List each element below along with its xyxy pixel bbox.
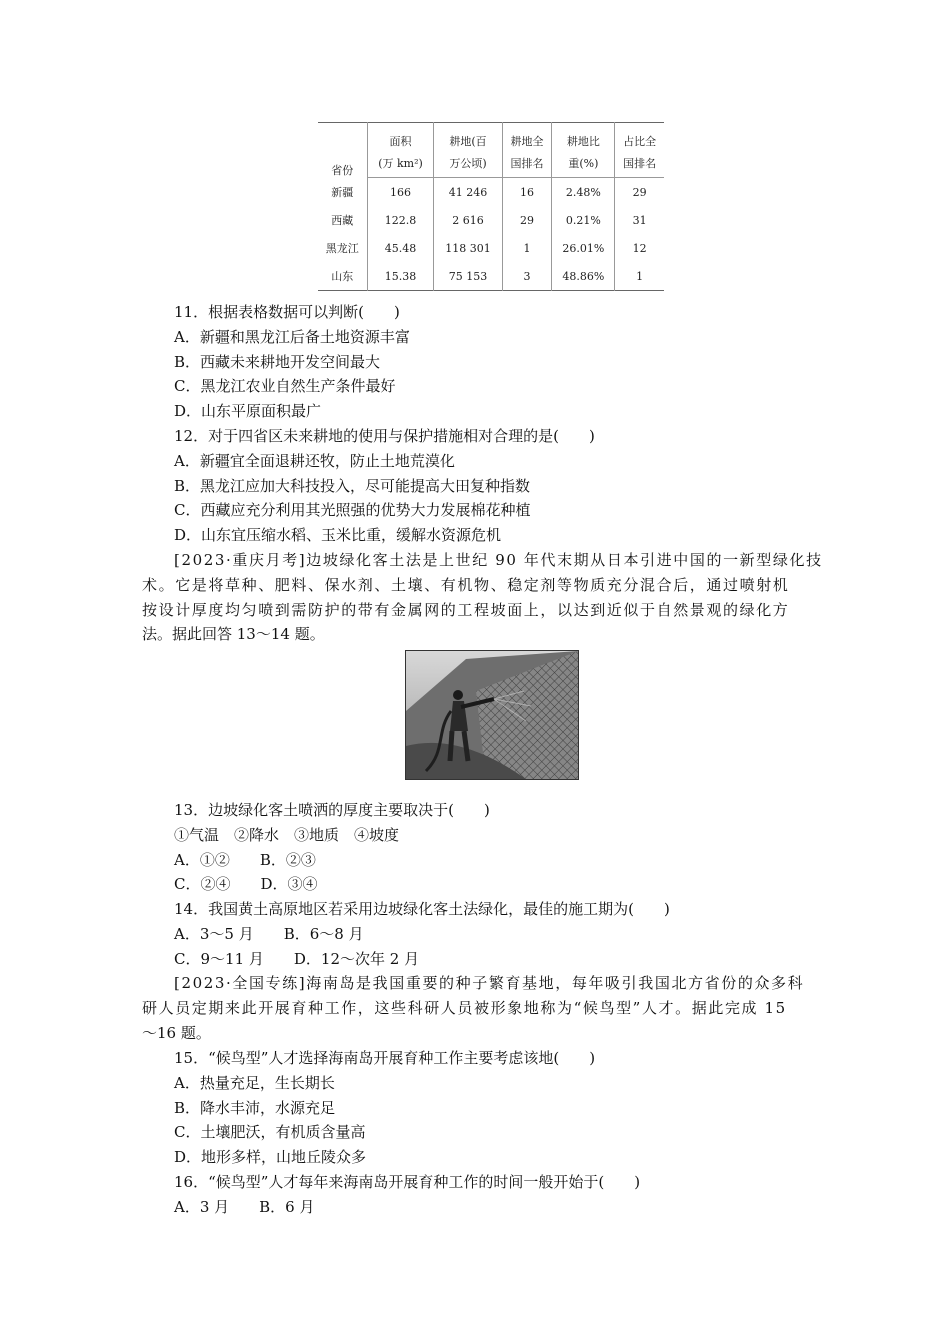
option: D．地形多样，山地丘陵众多: [174, 1148, 367, 1167]
cell: 122.8: [367, 206, 434, 234]
passage-13-14: [142, 548, 823, 647]
cell: 15.38: [367, 262, 434, 291]
table-row: [318, 234, 664, 262]
cell: 2.48%: [552, 178, 615, 207]
passage-line: 研人员定期来此开展育种工作，这些科研人员被形象地称为“候鸟型”人才。据此完成 15: [142, 998, 787, 1017]
option: A．热量充足，生长期长: [174, 1073, 335, 1092]
option-list: ①气温 ②降水 ③地质 ④坡度: [174, 825, 400, 844]
header-ratio-1: 耕地比: [552, 123, 615, 150]
header-ratio-2: 重(%): [552, 149, 615, 178]
header-farmland-rank-2: 国排名: [502, 149, 552, 178]
table-row: [318, 262, 664, 291]
worker-spraying-slope-illustration: [406, 651, 578, 779]
header-ratio-rank-1: 占比全: [615, 123, 664, 150]
question-15-stem: 15．“候鸟型”人才选择海南岛开展育种工作主要考虑该地( ): [174, 1049, 596, 1067]
cell: 48.86%: [552, 262, 615, 291]
option: A．3～5 月 B．6～8 月: [174, 924, 364, 943]
option: A．新疆宜全面退耕还牧，防止土地荒漠化: [174, 451, 455, 470]
cell: 29: [502, 206, 552, 234]
header-farmland-2: 万公顷): [434, 149, 502, 178]
option: B．降水丰沛，水源充足: [174, 1098, 336, 1117]
header-ratio-rank-2: 国排名: [615, 149, 664, 178]
cell: 黑龙江: [325, 242, 359, 255]
cell: 45.48: [367, 234, 434, 262]
option: D．山东平原面积最广: [174, 402, 322, 421]
option: C．西藏应充分利用其光照强的优势大力发展棉花种植: [174, 501, 531, 520]
cell: 1: [502, 234, 552, 262]
header-farmland-1: 耕地(百: [434, 123, 502, 150]
passage-line: [2023·重庆月考]边坡绿化客土法是上世纪 90 年代末期从日本引进中国的一新型绿化技: [174, 551, 823, 569]
table-row: [318, 178, 664, 207]
option: A．①② B．②③: [174, 850, 316, 869]
passage-line: 按设计厚度均匀喷到需防护的带有金属网的工程坡面上，以达到近似于自然景观的绿化方: [142, 600, 790, 619]
cell: 29: [615, 178, 664, 207]
cell: 3: [502, 262, 552, 291]
table-row: [318, 206, 664, 234]
question-12-stem: 12．对于四省区未来耕地的使用与保护措施相对合理的是( ): [174, 426, 595, 445]
option: B．西藏未来耕地开发空间最大: [174, 352, 381, 371]
question-block-13-14: [174, 798, 814, 972]
header-farmland-rank-1: 耕地全: [502, 123, 552, 150]
cell: 75 153: [434, 262, 502, 291]
option: A．3 月 B．6 月: [174, 1197, 315, 1216]
header-area-1: 面积: [367, 123, 434, 150]
slope-spraying-photo: [405, 650, 579, 780]
question-14-stem: 14．我国黄土高原地区若采用边坡绿化客土法绿化，最佳的施工期为( ): [174, 900, 670, 919]
cell: 41 246: [434, 178, 502, 207]
option: C．黑龙江农业自然生产条件最好: [174, 377, 396, 396]
option: D．山东宜压缩水稻、玉米比重，缓解水资源危机: [174, 526, 502, 545]
cell: 西藏: [331, 214, 354, 227]
province-farmland-table: [318, 122, 664, 291]
cell: 1: [615, 262, 664, 291]
cell: 31: [615, 206, 664, 234]
cell: 118 301: [434, 234, 502, 262]
option: A．新疆和黑龙江后备土地资源丰富: [174, 327, 410, 346]
question-11-stem: 11．根据表格数据可以判断( ): [174, 303, 400, 321]
cell: 12: [615, 234, 664, 262]
option: C．②④ D．③④: [174, 875, 318, 894]
question-block-15-16: [174, 1046, 814, 1220]
cell: 26.01%: [552, 234, 615, 262]
cell: 山东: [331, 270, 354, 283]
option: C．9～11 月 D．12～次年 2 月: [174, 949, 420, 968]
question-16-stem: 16．“候鸟型”人才每年来海南岛开展育种工作的时间一般开始于( ): [174, 1172, 641, 1191]
option: B．黑龙江应加大科技投入，尽可能提高大田复种指数: [174, 476, 531, 495]
cell: 2 616: [434, 206, 502, 234]
question-13-stem: 13．边坡绿化客土喷洒的厚度主要取决于( ): [174, 801, 490, 819]
passage-line: [2023·全国专练]海南岛是我国重要的种子繁育基地，每年吸引我国北方省份的众多科: [174, 974, 805, 992]
cell: 16: [502, 178, 552, 207]
cell: 0.21%: [552, 206, 615, 234]
passage-line: ～16 题。: [142, 1023, 211, 1042]
cell: 新疆: [331, 185, 354, 199]
header-province: 省份: [331, 163, 354, 177]
option: C．土壤肥沃，有机质含量高: [174, 1123, 366, 1142]
passage-line: 法。据此回答 13～14 题。: [142, 625, 325, 644]
passage-15-16: [142, 971, 814, 1045]
header-area-2: (万 km²): [367, 149, 434, 178]
passage-line: 术。它是将草种、肥料、保水剂、土壤、有机物、稳定剂等物质充分混合后，通过喷射机: [142, 575, 790, 594]
cell: 166: [367, 178, 434, 207]
question-block-11-12: [174, 300, 814, 548]
